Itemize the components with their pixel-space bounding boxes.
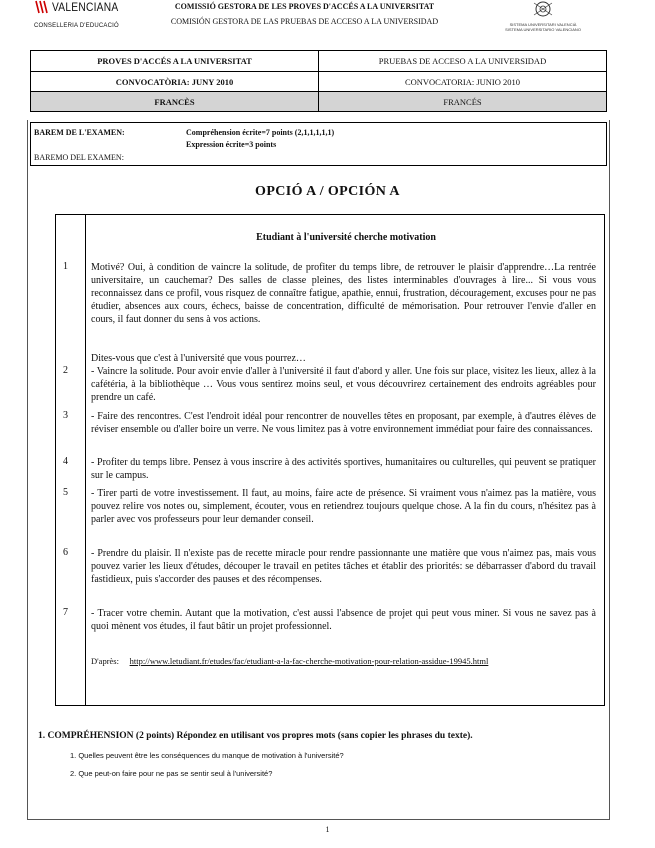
page-frame-right (609, 120, 610, 820)
page-frame-left (27, 120, 28, 820)
source-label: D'après: (91, 656, 119, 666)
grading-label-es: BAREMO DEL EXAMEN: (34, 153, 124, 162)
header-titles (142, 2, 467, 26)
line-number-divider (85, 215, 86, 705)
article-paragraph: - Prendre du plaisir. Il n'existe pas de recette miracle pour rendre passionnante une matière que vous n'aimez pas, mais vous pouvez varier les lieux d'études, découper le travail en petites tâches et établir des priorités: se débarrasser d'abord du travail fastidieux, puis s'accorder des pauses et des récompenses. (91, 548, 596, 585)
paragraph-number: 3 (63, 410, 68, 421)
question-item: 1. Quelles peuvent être les conséquences du manque de motivation à l'université? (70, 751, 344, 760)
subject-ca: FRANCÈS (154, 96, 195, 107)
session-ca: CONVOCATÒRIA: JUNY 2010 (115, 76, 234, 87)
article-title: Etudiant à l'université cherche motivation (256, 232, 436, 243)
university-caption-es: SISTEMA UNIVERSITARIO VALENCIANO (505, 27, 581, 32)
article-paragraph: - Faire des rencontres. C'est l'endroit idéal pour rencontrer de nouvelles têtes en proposant, par exemple, à d'autres élèves de réviser ensemble ou d'aller boire un verre. Ne vous limitez pas à votre environnement immédiat pour faire des connaissances. (91, 411, 596, 435)
article-box (55, 214, 605, 706)
article-paragraph: - Tirer parti de votre investissement. Il faut, au moins, faire acte de présence. Si vraiment vous n'aimez pas la matière, vous pouvez relire vos notes ou, simplement, écouter, vous en retiendrez toujours quelque chose. A la fin du cours, n'hésitez pas à parler avec vos professeurs pour leur demander conseil. (91, 488, 596, 525)
exam-name-es: PRUEBAS DE ACCESO A LA UNIVERSIDAD (318, 51, 606, 71)
article-source (91, 655, 596, 667)
logo-subtitle: CONSELLERIA D'EDUCACIÓ (34, 23, 119, 29)
grading-comprehension: Compréhension écrite=7 points (2,1,1,1,1,1) (186, 128, 335, 137)
option-title: OPCIÓ A / OPCIÓN A (255, 184, 400, 199)
table-row (31, 91, 606, 111)
generalitat-logo (30, 0, 130, 38)
paragraph-number: 5 (63, 487, 68, 498)
university-system-logo (478, 0, 608, 38)
page-number: 1 (325, 825, 330, 834)
grading-expression: Expression écrite=3 points (186, 140, 277, 149)
comprehension-section (38, 730, 608, 778)
article-paragraph: - Profiter du temps libre. Pensez à vous inscrire à des activités sportives, humanitaires ou culturelles, qui peuvent se pratiquer sur le campus. (91, 457, 596, 481)
commission-title-es: COMISIÓN GESTORA DE LAS PRUEBAS DE ACCESO A LA UNIVERSIDAD (170, 17, 439, 26)
commission-title-ca: COMISSIÓ GESTORA DE LES PROVES D'ACCÉS A LA UNIVERSITAT (174, 2, 435, 11)
paragraph-number: 2 (63, 365, 68, 376)
university-caption-ca: SISTEMA UNIVERSITARI VALENCIÀ (509, 22, 577, 27)
session-es: CONVOCATORIA: JUNIO 2010 (318, 72, 606, 91)
article-paragraph: Motivé? Oui, à condition de vaincre la solitude, de profiter du temps libre, de retrouver le plaisir d'apprendre…La rentrée universitaire, un cauchemar? Des salles de classe pleines, des listes interminables d'ouvrages à lire... Si vous vous reconnaissez dans ce profil, vous risquez de connaître fatigue, apathie, ennui, frustration, découragement, excuses pour ne pas étudier, absences aux cours, échecs, baisse de concentration, difficulté de mémorisation. Pour retrouver l'envie d'aller en cours, il faut donner du sens à vos actions. (91, 262, 596, 325)
university-emblem-icon (528, 0, 558, 22)
exam-name-ca: PROVES D'ACCÉS A LA UNIVERSITAT (97, 56, 252, 66)
paragraph-number: 6 (63, 547, 68, 558)
article-paragraph: - Tracer votre chemin. Autant que la motivation, c'est aussi l'absence de projet qui peut vous miner. Si vous ne savez pas à quoi mènent vos études, il faut bâtir un projet professionnel. (91, 608, 596, 632)
question-item: 2. Que peut-on faire pour ne pas se sentir seul à l'université? (70, 769, 273, 778)
paragraph-number: 1 (63, 261, 68, 272)
article-paragraph: - Vaincre la solitude. Pour avoir envie d'aller à l'université il faut d'abord y aller. Une fois sur place, visitez les lieux, allez à la cafétéria, à la bibliothèque … Vous vous sentirez moins seul, et vous découvrirez certainement des endroits agréables pour prendre un café. (91, 366, 596, 403)
table-row (31, 71, 606, 91)
logo-text: VALENCIANA (52, 0, 119, 14)
subject-es: FRANCÉS (318, 92, 606, 111)
table-row (31, 51, 606, 71)
grading-scheme (30, 122, 607, 166)
paragraph-number: 7 (63, 607, 68, 618)
source-link[interactable]: http://www.letudiant.fr/etudes/fac/etudiant-a-la-fac-cherche-motivation-pour-relation-assidue-19945.html (129, 656, 489, 666)
page-frame-bottom (27, 819, 610, 820)
article-paragraph: Dites-vous que c'est à l'université que vous pourrez… (91, 353, 306, 364)
exam-info-table (30, 50, 607, 112)
paragraph-number: 4 (63, 456, 68, 467)
flag-stripes-icon (34, 0, 50, 14)
comprehension-heading: 1. COMPRÉHENSION (2 points) Répondez en utilisant vos propres mots (sans copier les phrases du texte). (38, 731, 473, 741)
grading-label-ca: BAREM DE L'EXAMEN: (34, 128, 125, 137)
